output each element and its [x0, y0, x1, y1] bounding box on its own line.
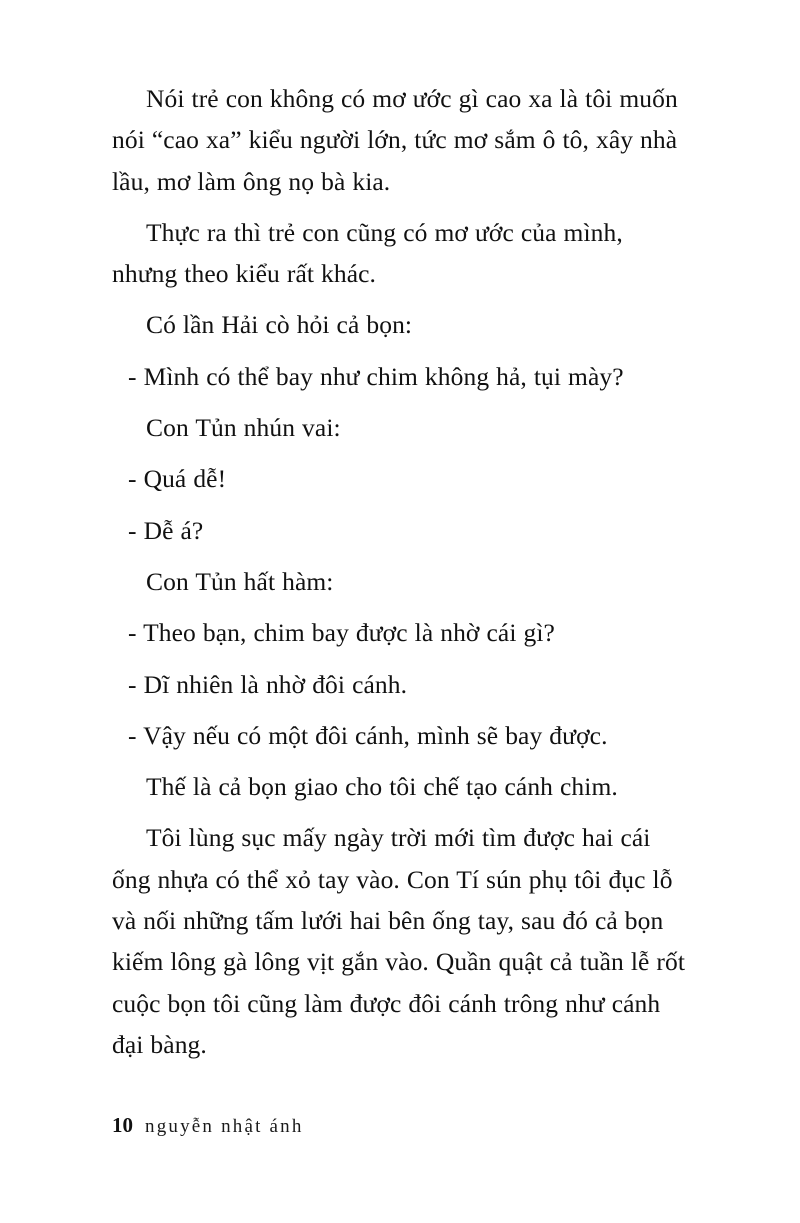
paragraph: Có lần Hải cò hỏi cả bọn:: [146, 310, 413, 340]
dialogue-line: - Dĩ nhiên là nhờ đôi cánh.: [128, 669, 408, 699]
dialogue-line: - Vậy nếu có một đôi cánh, mình sẽ bay được.: [128, 720, 608, 750]
paragraph: Tôi lùng sục mấy ngày trời mới tìm được hai cái ống nhựa có thể xỏ tay vào. Con Tí sún phụ tôi đục lỗ và nối những tấm lưới hai bên ống tay, sau đó cả bọn kiếm lông gà lông vịt gắn vào. Quần quật cả tuần lễ rốt cuộc bọn tôi cũng làm được đôi cánh trông như cánh đại bàng.: [112, 823, 686, 1059]
paragraph: Thế là cả bọn giao cho tôi chế tạo cánh chim.: [146, 772, 618, 802]
running-title: nguyễn nhật ánh: [145, 1116, 304, 1137]
paragraph: Con Tủn hất hàm:: [146, 566, 334, 596]
dialogue-line: - Dễ á?: [128, 515, 204, 545]
dialogue-line: - Quá dễ!: [128, 464, 227, 494]
dialogue-line: - Mình có thể bay như chim không hả, tụi mày?: [128, 361, 624, 391]
paragraph: Con Tủn nhún vai:: [146, 413, 341, 443]
paragraph: Thực ra thì trẻ con cũng có mơ ước của mình, nhưng theo kiểu rất khác.: [112, 217, 623, 289]
paragraph: Nói trẻ con không có mơ ước gì cao xa là tôi muốn nói “cao xa” kiểu người lớn, tức mơ sắm ô tô, xây nhà lầu, mơ làm ông nọ bà kia.: [112, 84, 678, 196]
page-text-block: [112, 78, 692, 1075]
page-number: 10: [112, 1113, 133, 1137]
page-footer: [112, 1113, 304, 1138]
dialogue-line: - Theo bạn, chim bay được là nhờ cái gì?: [128, 618, 555, 648]
